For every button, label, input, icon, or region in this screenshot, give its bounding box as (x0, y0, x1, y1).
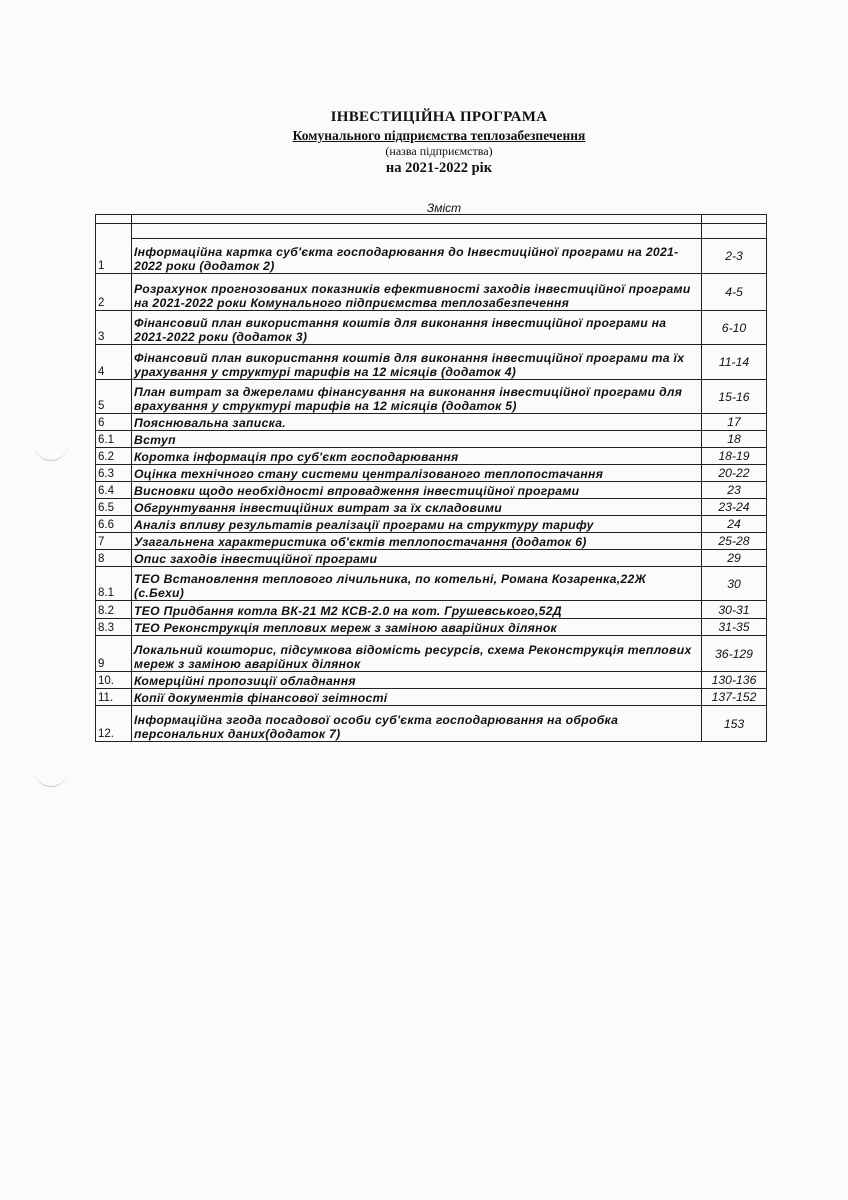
document-header (0, 108, 848, 177)
toc-item-number: 6.2 (96, 448, 132, 465)
toc-caption: Зміст (426, 201, 462, 215)
punch-hole-mark (34, 768, 68, 787)
toc-item-number: 6.5 (96, 499, 132, 516)
toc-item-number: 10. (96, 672, 132, 689)
toc-item-number: 1 (96, 239, 132, 274)
toc-item-pages: 6-10 (702, 311, 767, 345)
toc-item-number: 11. (96, 689, 132, 706)
toc-item-title: Вступ (132, 431, 702, 448)
toc-item-pages: 18-19 (702, 448, 767, 465)
table-row (96, 274, 767, 311)
enterprise-name: Комунального підприємства теплозабезпечення (292, 128, 586, 143)
toc-item-title: Фінансовий план використання коштів для виконання інвестиційної програми на 2021-2022 роки (додаток 3) (132, 311, 702, 345)
toc-item-pages: 30 (702, 567, 767, 601)
toc-item-title: ТЕО Придбання котла ВК-21 М2 КСВ-2.0 на кот. Грушевського,52Д (132, 601, 702, 619)
toc-item-number: 4 (96, 345, 132, 380)
toc-header-row (96, 215, 767, 224)
toc-item-title: Висновки щодо необхідності впровадження інвестиційної програми (132, 482, 702, 499)
toc-item-title: Інформаційна картка суб'єкта господарювання до Інвестиційної програми на 2021-2022 роки (додаток 2) (132, 239, 702, 274)
enterprise-name-note: (назва підприємства) (385, 144, 493, 158)
toc-item-number: 8.2 (96, 601, 132, 619)
toc-item-title: Опис заходів інвестиційної програми (132, 550, 702, 567)
toc-item-title: Узагальнена характеристика об'єктів теплопостачання (додаток 6) (132, 533, 702, 550)
toc-item-number: 2 (96, 274, 132, 311)
table-row (96, 499, 767, 516)
table-row (96, 239, 767, 274)
toc-item-title: План витрат за джерелами фінансування на виконання інвестиційної програми для врахування у структурі тарифів на 12 місяців (додаток 5) (132, 380, 702, 414)
toc-item-title: Оцінка технічного стану системи централізованого теплопостачання (132, 465, 702, 482)
document-title: ІНВЕСТИЦІЙНА ПРОГРАМА (330, 109, 548, 125)
table-row (96, 567, 767, 601)
toc-body (96, 215, 767, 742)
table-row (96, 706, 767, 742)
toc-item-number: 6.3 (96, 465, 132, 482)
table-row (96, 465, 767, 482)
toc-item-pages: 20-22 (702, 465, 767, 482)
toc-item-pages: 137-152 (702, 689, 767, 706)
toc-item-number: 9 (96, 636, 132, 672)
toc-item-title: Комерційні пропозиції обладнання (132, 672, 702, 689)
toc-item-title: Локальний кошторис, підсумкова відомість ресурсів, схема Реконструкція теплових мереж з заміною аварійних ділянок (132, 636, 702, 672)
toc-item-number: 5 (96, 380, 132, 414)
table-row (96, 482, 767, 499)
toc-item-title: Пояснювальна записка. (132, 414, 702, 431)
table-row (96, 311, 767, 345)
toc-item-pages: 24 (702, 516, 767, 533)
toc-item-number: 6 (96, 414, 132, 431)
table-row (96, 533, 767, 550)
toc-item-title: Інформаційна згода посадової особи суб'єкта господарювання на обробка персональних даних(додаток 7) (132, 706, 702, 742)
table-row (96, 550, 767, 567)
punch-hole-mark (34, 442, 68, 461)
table-row (96, 345, 767, 380)
toc-item-title: Фінансовий план використання коштів для виконання інвестиційної програми та їх урахування у структурі тарифів на 12 місяців (додаток 4) (132, 345, 702, 380)
toc-item-pages: 11-14 (702, 345, 767, 380)
toc-item-pages: 25-28 (702, 533, 767, 550)
toc-item-title: Розрахунок прогнозованих показників ефективності заходів інвестиційної програми на 2021-2022 роки Комунального підприємства теплозабезпечення (132, 274, 702, 311)
toc-item-title: ТЕО Встановлення теплового лічильника, по котельні, Романа Козаренка,22Ж (с.Бехи) (132, 567, 702, 601)
toc-item-title: Обгрунтування інвестиційних витрат за їх складовими (132, 499, 702, 516)
table-row (96, 516, 767, 533)
toc-item-pages: 153 (702, 706, 767, 742)
table-row (96, 431, 767, 448)
toc-item-number: 8.1 (96, 567, 132, 601)
table-row (96, 689, 767, 706)
toc-item-pages: 23 (702, 482, 767, 499)
toc-item-pages: 23-24 (702, 499, 767, 516)
table-row (96, 619, 767, 636)
toc-item-title: Копії документів фінансової зеітності (132, 689, 702, 706)
table-row (96, 601, 767, 619)
toc-item-number: 7 (96, 533, 132, 550)
table-row (96, 448, 767, 465)
table-of-contents (95, 214, 767, 742)
toc-header-row (96, 224, 767, 239)
program-years: на 2021-2022 рік (385, 160, 493, 176)
toc-item-number: 8.3 (96, 619, 132, 636)
toc-item-pages: 31-35 (702, 619, 767, 636)
toc-item-number: 3 (96, 311, 132, 345)
table-row (96, 380, 767, 414)
toc-item-pages: 130-136 (702, 672, 767, 689)
toc-item-title: Аналіз впливу результатів реалізації програми на структуру тарифу (132, 516, 702, 533)
toc-item-number: 6.4 (96, 482, 132, 499)
table-row (96, 672, 767, 689)
toc-item-pages: 30-31 (702, 601, 767, 619)
toc-item-pages: 29 (702, 550, 767, 567)
toc-item-number: 6.1 (96, 431, 132, 448)
toc-item-number: 6.6 (96, 516, 132, 533)
toc-item-pages: 17 (702, 414, 767, 431)
table-row (96, 414, 767, 431)
toc-item-pages: 18 (702, 431, 767, 448)
toc-item-pages: 15-16 (702, 380, 767, 414)
toc-item-pages: 36-129 (702, 636, 767, 672)
toc-item-number: 12. (96, 706, 132, 742)
toc-item-title: Коротка інформація про суб'єкт господарювання (132, 448, 702, 465)
toc-item-number: 8 (96, 550, 132, 567)
toc-item-pages: 2-3 (702, 239, 767, 274)
table-row (96, 636, 767, 672)
toc-item-pages: 4-5 (702, 274, 767, 311)
toc-item-title: ТЕО Реконструкція теплових мереж з заміною аварійних ділянок (132, 619, 702, 636)
